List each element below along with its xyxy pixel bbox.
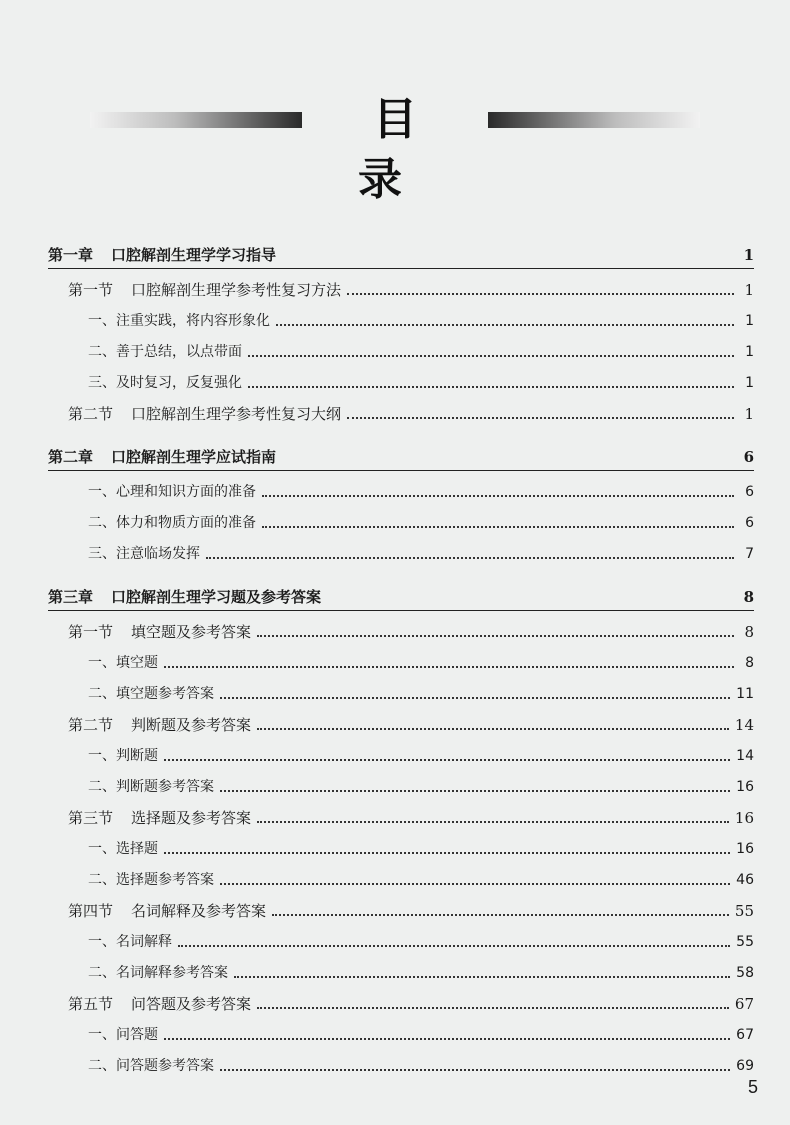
toc-entry-number: 第一章 <box>48 246 94 264</box>
toc-leader-dots <box>257 821 729 823</box>
toc-page-number: 8 <box>745 655 754 671</box>
toc-section-row <box>48 611 754 642</box>
toc-leader-dots <box>164 852 730 854</box>
toc-page-number: 55 <box>736 934 754 950</box>
toc-item-row <box>48 533 754 564</box>
toc-entry-label: 一、填空题 <box>88 655 158 671</box>
toc-entry-label: 一、心理和知识方面的准备 <box>88 484 256 500</box>
toc-leader-dots <box>257 1007 729 1009</box>
toc-entry-title <box>88 513 256 533</box>
toc-entry-label: 一、选择题 <box>88 841 158 857</box>
toc-page-number: 1 <box>745 344 754 360</box>
toc-item-row <box>48 828 754 859</box>
toc-item-row <box>48 952 754 983</box>
toc-section-row <box>48 704 754 735</box>
toc-entry-number: 第四节 <box>68 902 114 920</box>
toc-entry-title <box>88 544 200 564</box>
toc-page-number: 1 <box>745 375 754 391</box>
toc-page-number: 16 <box>736 841 754 857</box>
toc-entry-label: 二、善于总结，以点带面 <box>88 344 242 360</box>
toc-entry-title <box>68 404 341 424</box>
toc-page-number: 1 <box>745 313 754 329</box>
toc-entry-label: 二、体力和物质方面的准备 <box>88 515 256 531</box>
toc-item-row <box>48 331 754 362</box>
toc-entry-title <box>68 280 341 300</box>
toc-entry-title <box>88 1056 214 1076</box>
toc-entry-title <box>88 963 228 983</box>
toc-item-row <box>48 502 754 533</box>
toc-entry-number: 第三节 <box>68 809 114 827</box>
toc-entry-label: 口腔解剖生理学习题及参考答案 <box>111 588 322 606</box>
toc-entry-number: 第二节 <box>68 716 114 734</box>
toc-entry-title <box>68 994 251 1014</box>
toc-item-row <box>48 1045 754 1076</box>
toc-entry-label: 二、问答题参考答案 <box>88 1058 214 1074</box>
toc-entry-title <box>88 746 158 766</box>
toc-entry-title <box>88 777 214 797</box>
toc-entry-label: 二、名词解释参考答案 <box>88 965 228 981</box>
toc-page-number: 14 <box>736 748 754 764</box>
toc-item-row <box>48 300 754 331</box>
toc-entry-number: 第三章 <box>48 588 94 606</box>
toc-leader-dots <box>164 1038 730 1040</box>
toc-entry-label: 三、及时复习，反复强化 <box>88 375 242 391</box>
toc-entry-title <box>88 684 214 704</box>
toc-item-row <box>48 362 754 393</box>
toc-entry-title <box>88 373 242 393</box>
toc-leader-dots <box>272 914 729 916</box>
toc-page-number: 1 <box>744 405 754 423</box>
toc-entry-label: 三、注意临场发挥 <box>88 546 200 562</box>
toc-page-number: 6 <box>745 484 754 500</box>
toc-leader-dots <box>234 976 730 978</box>
toc-entry-label: 一、名词解释 <box>88 934 172 950</box>
toc-leader-dots <box>262 526 734 528</box>
toc-item-row <box>48 735 754 766</box>
toc-entry-label: 口腔解剖生理学学习指导 <box>111 246 277 264</box>
toc-item-row <box>48 642 754 673</box>
toc-entry-label: 一、问答题 <box>88 1027 158 1043</box>
toc-leader-dots <box>257 635 734 637</box>
toc-entry-title <box>48 447 276 467</box>
toc-entry-title <box>88 342 242 362</box>
toc-leader-dots <box>178 945 730 947</box>
toc-page-number: 16 <box>734 809 754 827</box>
toc-entry-title <box>88 1025 158 1045</box>
toc-leader-dots <box>164 666 734 668</box>
toc-section-row <box>48 393 754 424</box>
toc-entry-label: 一、判断题 <box>88 748 158 764</box>
title-decor-left <box>90 112 302 128</box>
toc-page-number: 46 <box>736 872 754 888</box>
toc-leader-dots <box>347 417 734 419</box>
title-banner <box>0 90 790 205</box>
toc-entry-title <box>88 932 172 952</box>
page-number: 5 <box>747 1077 758 1097</box>
toc-entry-label: 二、填空题参考答案 <box>88 686 214 702</box>
toc-item-row <box>48 921 754 952</box>
toc-leader-dots <box>257 728 729 730</box>
toc-item-row <box>48 1014 754 1045</box>
toc-entry-number: 第五节 <box>68 995 114 1013</box>
toc-entry-label: 填空题及参考答案 <box>131 623 252 641</box>
toc-entry-title <box>68 901 266 921</box>
toc-entry-title <box>88 482 256 502</box>
toc-entry-number: 第一节 <box>68 281 114 299</box>
toc-entry-label: 选择题及参考答案 <box>131 809 252 827</box>
toc-entry-title <box>68 715 251 735</box>
toc-page-number: 58 <box>736 965 754 981</box>
toc-item-row <box>48 471 754 502</box>
toc-entry-label: 口腔解剖生理学参考性复习方法 <box>131 281 342 299</box>
table-of-contents <box>48 232 754 1076</box>
toc-entry-title <box>88 653 158 673</box>
toc-leader-dots <box>262 495 734 497</box>
toc-item-row <box>48 673 754 704</box>
toc-chapter-row <box>48 574 754 611</box>
toc-page-number: 55 <box>734 902 754 920</box>
toc-entry-title <box>48 245 276 265</box>
toc-chapter-row <box>48 232 754 269</box>
toc-leader-dots <box>164 759 730 761</box>
toc-entry-title <box>88 870 214 890</box>
toc-section-row <box>48 797 754 828</box>
page-title: 目 录 <box>358 94 447 205</box>
toc-leader-dots <box>248 355 734 357</box>
toc-entry-label: 口腔解剖生理学应试指南 <box>111 448 277 466</box>
toc-item-row <box>48 766 754 797</box>
toc-entry-label: 口腔解剖生理学参考性复习大纲 <box>131 405 342 423</box>
toc-entry-title <box>88 839 158 859</box>
toc-page-number: 6 <box>745 515 754 531</box>
toc-section-row <box>48 890 754 921</box>
toc-entry-label: 名词解释及参考答案 <box>131 902 267 920</box>
toc-page-number: 16 <box>736 779 754 795</box>
toc-page-number: 69 <box>736 1058 754 1074</box>
toc-entry-label: 问答题及参考答案 <box>131 995 252 1013</box>
toc-page-number: 6 <box>743 448 754 466</box>
toc-entry-label: 二、选择题参考答案 <box>88 872 214 888</box>
toc-page-number: 1 <box>743 246 754 264</box>
toc-entry-number: 第一节 <box>68 623 114 641</box>
toc-leader-dots <box>220 697 730 699</box>
toc-item-row <box>48 859 754 890</box>
toc-page-number: 7 <box>745 546 754 562</box>
toc-section-row <box>48 269 754 300</box>
toc-entry-title <box>68 622 251 642</box>
toc-entry-label: 二、判断题参考答案 <box>88 779 214 795</box>
toc-leader-dots <box>248 386 734 388</box>
toc-page-number: 8 <box>743 588 754 606</box>
toc-entry-title <box>68 808 251 828</box>
toc-leader-dots <box>347 293 734 295</box>
toc-entry-number: 第二节 <box>68 405 114 423</box>
toc-page-number: 14 <box>734 716 754 734</box>
title-decor-right <box>488 112 700 128</box>
toc-leader-dots <box>276 324 734 326</box>
toc-page-number: 8 <box>744 623 754 641</box>
toc-page-number: 67 <box>734 995 754 1013</box>
toc-page-number: 67 <box>736 1027 754 1043</box>
toc-entry-label: 判断题及参考答案 <box>131 716 252 734</box>
toc-chapter-row <box>48 434 754 471</box>
toc-leader-dots <box>220 790 730 792</box>
toc-entry-title <box>48 587 321 607</box>
toc-leader-dots <box>220 1069 730 1071</box>
toc-entry-title <box>88 311 270 331</box>
toc-page-number: 11 <box>736 686 754 702</box>
toc-leader-dots <box>206 557 734 559</box>
toc-entry-label: 一、注重实践，将内容形象化 <box>88 313 270 329</box>
toc-entry-number: 第二章 <box>48 448 94 466</box>
toc-leader-dots <box>220 883 730 885</box>
toc-page-number: 1 <box>744 281 754 299</box>
toc-section-row <box>48 983 754 1014</box>
